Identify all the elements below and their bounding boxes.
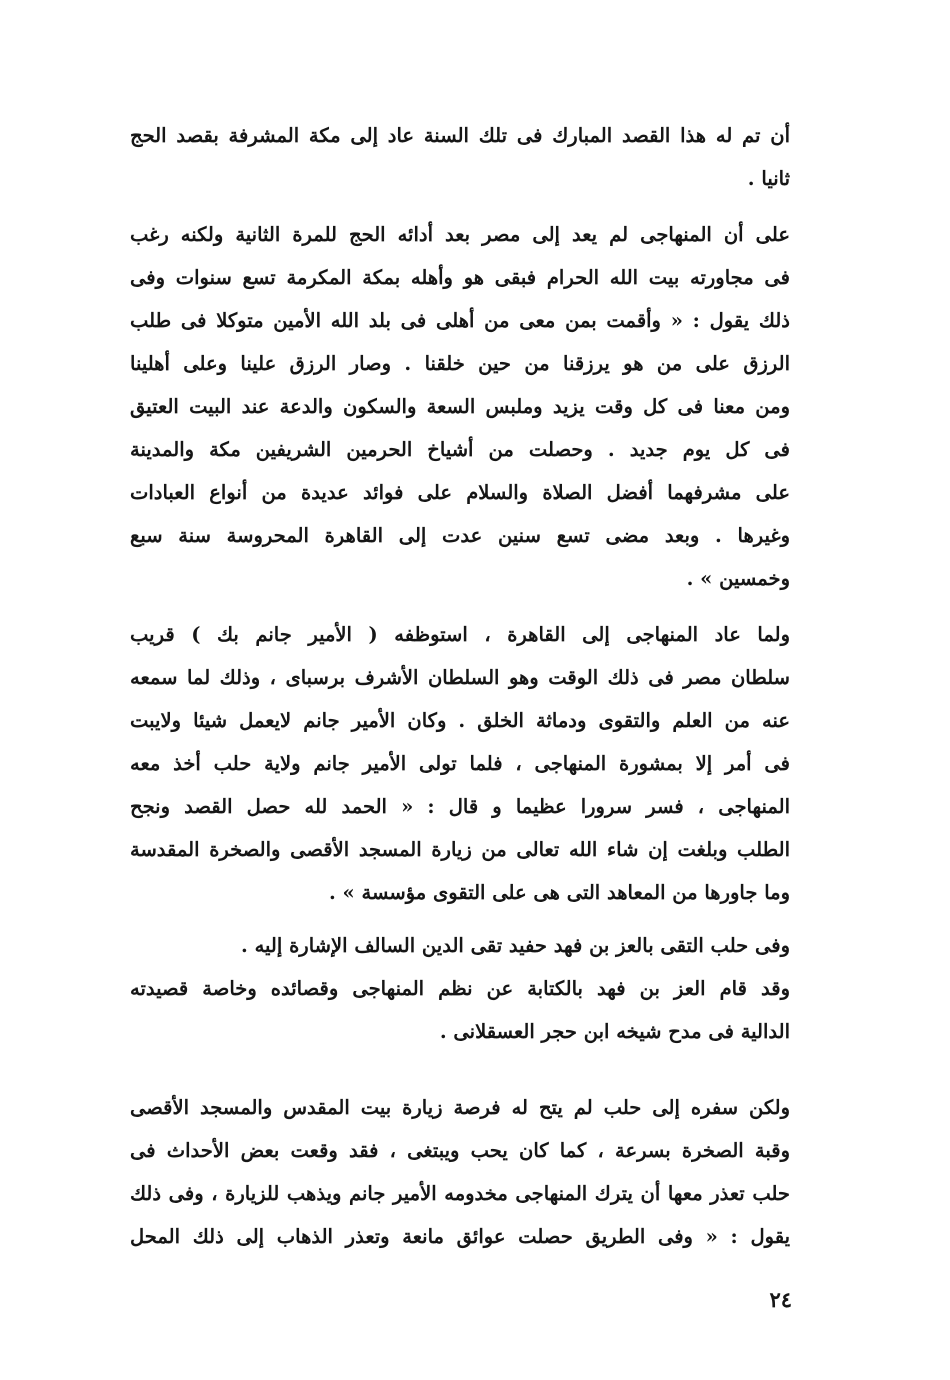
text-line: وقد قام العز بن فهد بالكتابة عن نظم المنهاجى وقصائده وخاصة قصيدته	[130, 977, 790, 1000]
paragraph-2	[130, 213, 790, 600]
text-line: يقول : « وفى الطريق حصلت عوائق مانعة وتعذر الذهاب إلى ذلك المحل	[130, 1225, 790, 1248]
paragraph-1	[130, 114, 790, 200]
paragraph-4	[130, 924, 790, 1053]
text-line: عنه من العلم والتقوى ودماثة الخلق . وكان الأمير جانم لايعمل شيئا ولايبت	[130, 709, 790, 732]
text-line: الدالية فى مدح شيخه ابن حجر العسقلانى .	[439, 1020, 790, 1043]
text-line: ولما عاد المنهاجى إلى القاهرة ، استوظفه ( الأمير جانم بك ) قريب	[130, 623, 790, 646]
text-line: فى أمر إلا بمشورة المنهاجى ، فلما تولى الأمير جانم ولاية حلب أخذ معه	[130, 752, 790, 775]
text-line: الرزق على من هو يرزقنا من حين خلقنا . وصار الرزق علينا وعلى أهلينا	[130, 352, 790, 375]
text-line: على أن المنهاجى لم يعد إلى مصر بعد أدائه الحج للمرة الثانية ولكنه رغب	[130, 223, 790, 246]
text-line: فى مجاورته بيت الله الحرام فبقى هو وأهله بمكة المكرمة تسع سنوات وفى	[130, 266, 790, 289]
text-line: وفى حلب التقى بالعز بن فهد حفيد تقى الدين السالف الإشارة إليه .	[241, 934, 790, 957]
page-number: ٢٤	[769, 1287, 792, 1312]
text-line: وخمسين » .	[686, 567, 790, 590]
text-line: ومن معنا فى كل وقت يزيد وملبس السعة والسكون والدعة عند البيت العتيق	[130, 395, 790, 418]
paragraph-5	[130, 1086, 790, 1258]
text-line: ولكن سفره إلى حلب لم يتح له فرصة زيارة بيت المقدس والمسجد الأقصى	[130, 1096, 790, 1119]
text-line: الطلب وبلغت إن شاء الله تعالى من زيارة المسجد الأقصى والصخرة المقدسة	[130, 838, 790, 861]
text-line: فى كل يوم جديد . وحصلت من أشياخ الحرمين الشريفين مكة والمدينة	[130, 438, 790, 461]
paragraph-3	[130, 613, 790, 914]
text-line: أن تم له هذا القصد المبارك فى تلك السنة عاد إلى مكة المشرفة بقصد الحج	[130, 124, 790, 147]
text-line: ذلك يقول : « وأقمت بمن معى من أهلى فى بلد الله الأمين متوكلا فى طلب	[130, 309, 790, 332]
text-line: وما جاورها من المعاهد التى هى على التقوى مؤسسة » .	[328, 881, 790, 904]
text-line: على مشرفهما أفضل الصلاة والسلام على فوائد عديدة من أنواع العبادات	[130, 481, 790, 504]
text-line: ثانيا .	[747, 167, 790, 190]
text-line: المنهاجى ، فسر سرورا عظيما و قال : « الحمد لله حصل القصد ونجح	[130, 795, 790, 818]
text-line: حلب تعذر معها أن يترك المنهاجى مخدومه الأمير جانم ويذهب للزيارة ، وفى ذلك	[130, 1182, 790, 1205]
text-line: سلطان مصر فى ذلك الوقت وهو السلطان الأشرف برسباى ، وذلك لما سمعه	[130, 666, 790, 689]
text-line: وغيرها . وبعد مضى تسع سنين عدت إلى القاهرة المحروسة سنة سبع	[130, 524, 790, 547]
text-line: وقبة الصخرة بسرعة ، كما كان يحب ويبتغى ، فقد وقعت بعض الأحداث فى	[130, 1139, 790, 1162]
